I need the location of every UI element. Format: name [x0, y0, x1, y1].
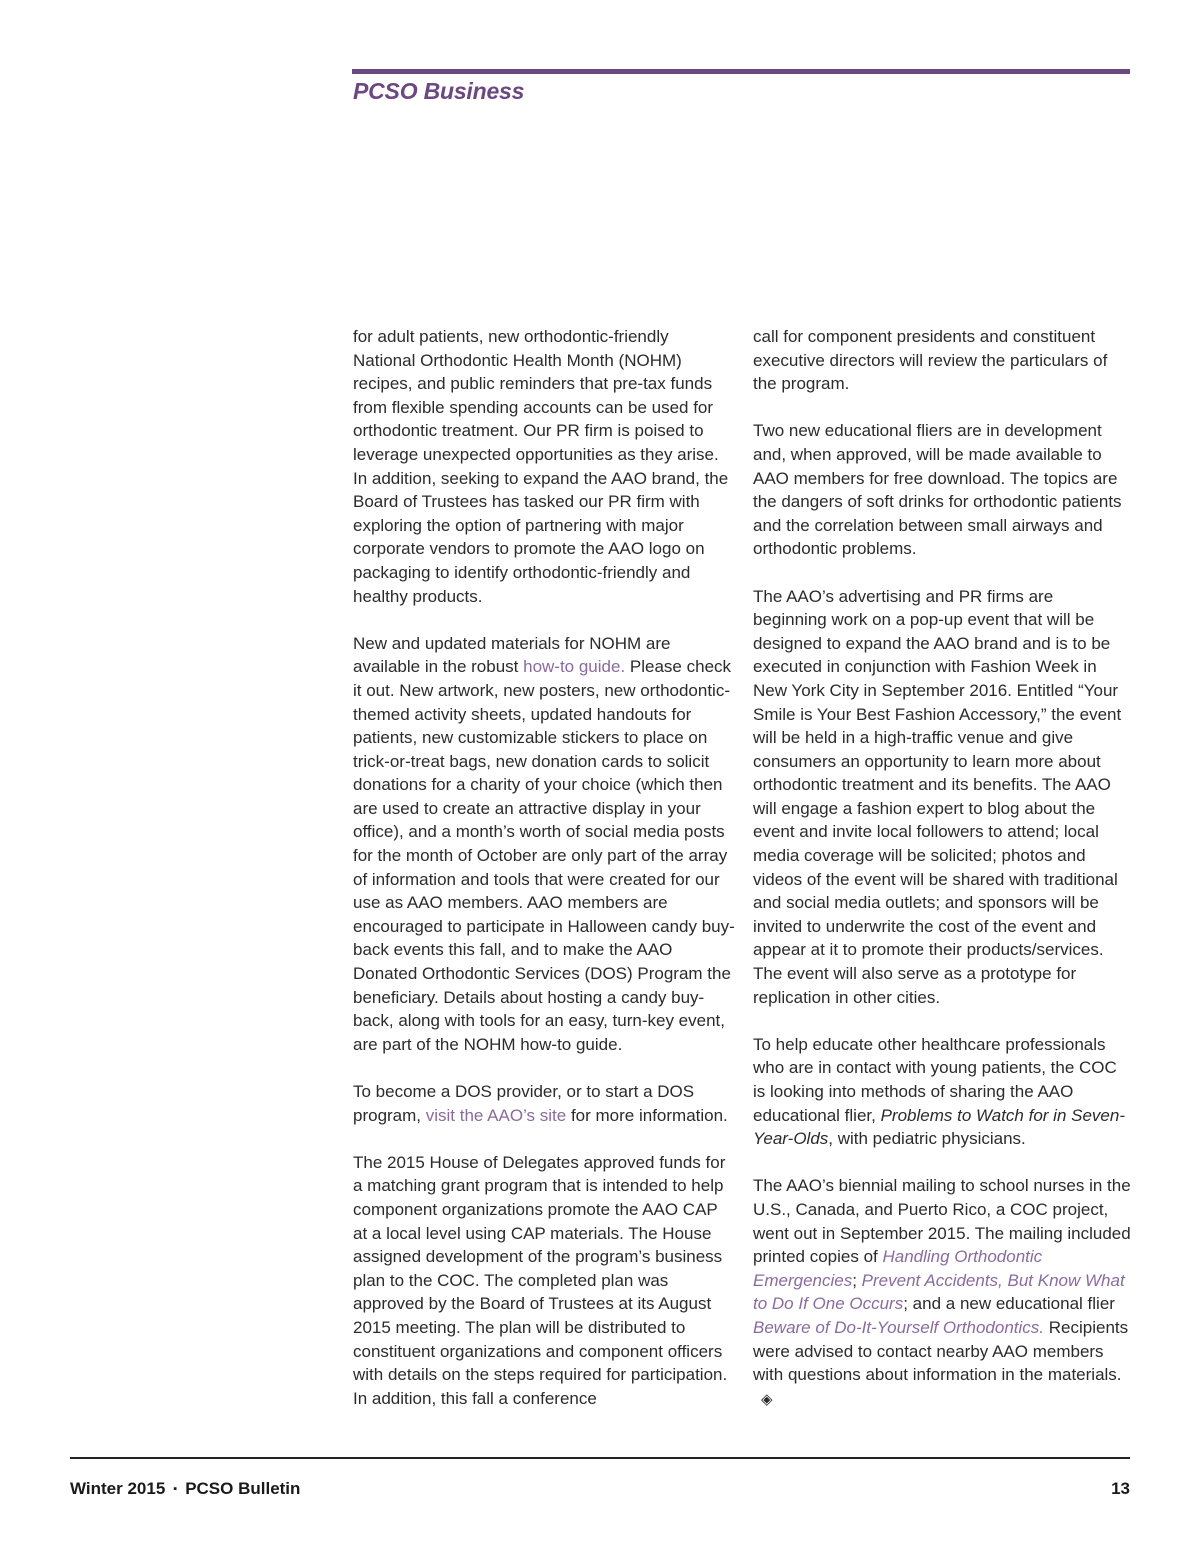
paragraph-text: for more information.: [566, 1105, 728, 1125]
prevent-accidents-link[interactable]: Prevent Accidents, But Know What to Do If One Occurs: [753, 1270, 1125, 1314]
paragraph-text: To help educate other healthcare professionals who are in contact with young patients, the COC is looking into methods of sharing the AAO educational flier,: [753, 1034, 1117, 1125]
paragraph-text: To become a DOS provider, or to start a DOS program,: [353, 1082, 695, 1125]
paragraph-text: The 2015 House of Delegates approved funds for a matching grant program that is intended to help component organizations promote the AAO CAP at a local level using CAP materials. The House assigned development of the program’s business plan to the COC. The completed plan was approved by the Board of Trustees at its August 2015 meeting. The plan will be distributed to constituent organizations and component officers with details on the steps required for participation. In addition, this fall a conference: [353, 1152, 728, 1408]
paragraph-text: New and updated materials for NOHM are available in the robust: [353, 633, 671, 677]
paragraph-text: ; and a new educational flier: [903, 1294, 1115, 1314]
footer-rule: [70, 1457, 1130, 1459]
left-paragraph-3: [353, 1080, 735, 1127]
paragraph-text: for adult patients, new orthodontic-friendly National Orthodontic Health Month (NOHM) recipes, and public reminders that pre-tax funds from flexible spending accounts can be used for orthodontic treatment. Our PR firm is poised to leverage unexpected opportunities as they arise. In addition, seeking to expand the AAO brand, the Board of Trustees has tasked our PR firm with exploring the option of partnering with major corporate vendors to promote the AAO logo on packaging to identify orthodontic-friendly and healthy products.: [353, 327, 729, 606]
footer-issue-line: [70, 1479, 300, 1499]
left-column: [353, 325, 735, 1434]
footer-issue: Winter 2015: [70, 1479, 166, 1498]
header-rule: [352, 69, 1130, 74]
right-paragraph-1: [753, 325, 1131, 396]
end-of-article-icon: ◈: [761, 1390, 773, 1408]
right-paragraph-2: [753, 419, 1131, 561]
paragraph-text: , with pediatric physicians.: [828, 1129, 1026, 1149]
paragraph-text: Please check it out. New artwork, new posters, new orthodontic-themed activity sheets, updated handouts for patients, new customizable stickers to place on trick-or-treat bags, new donation cards to solicit donations for a charity of your choice (which then are used to create an attractive display in your office), and a month’s worth of social media posts for the month of October are only part of the array of information and tools that were created for our use as AAO members. AAO members are encouraged to participate in Halloween candy buy-back events this fall, and to make the AAO Donated Orthodontic Services (DOS) Program the beneficiary. Details about hosting a candy buy-back, along with tools for an easy, turn-key event, are part of the NOHM how-to guide.: [353, 657, 735, 1054]
flier-title: Problems to Watch for in Seven-Year-Olds: [753, 1105, 1125, 1149]
left-paragraph-4: [353, 1151, 735, 1411]
footer-separator: ▪: [173, 1483, 178, 1495]
how-to-guide-link[interactable]: how-to guide.: [523, 657, 626, 677]
paragraph-text: Two new educational fliers are in development and, when approved, will be made available to AAO members for free download. The topics are the dangers of soft drinks for orthodontic patients and the correlation between small airways and orthodontic problems.: [753, 421, 1122, 559]
paragraph-text: The AAO’s biennial mailing to school nurses in the U.S., Canada, and Puerto Rico, a COC project, went out in September 2015. The mailing included printed copies of: [753, 1176, 1131, 1267]
aao-site-link[interactable]: visit the AAO’s site: [425, 1105, 567, 1125]
right-paragraph-5: [753, 1174, 1131, 1411]
paragraph-text: call for component presidents and constituent executive directors will review the particulars of the program.: [753, 327, 1108, 394]
left-paragraph-1: [353, 325, 735, 608]
handling-emergencies-link[interactable]: Handling Orthodontic Emergencies: [753, 1247, 1043, 1290]
footer-publication: PCSO Bulletin: [185, 1479, 301, 1498]
beware-diy-link[interactable]: Beware of Do-It-Yourself Orthodontics.: [753, 1317, 1045, 1337]
page-number: 13: [1111, 1479, 1130, 1498]
paragraph-text: The AAO’s advertising and PR firms are beginning work on a pop-up event that will be designed to expand the AAO brand and is to be executed in conjunction with Fashion Week in New York City in September 2016. Entitled “Your Smile is Your Best Fashion Accessory,” the event will be held in a high-traffic venue and give consumers an opportunity to learn more about orthodontic treatment and its benefits. The AAO will engage a fashion expert to blog about the event and invite local followers to attend; local media coverage will be solicited; photos and videos of the event will be shared with traditional and social media outlets; and sponsors will be invited to underwrite the cost of the event and appear at it to promote their products/services. The event will also serve as a prototype for replication in other cities.: [753, 586, 1122, 1007]
paragraph-text: ;: [852, 1270, 862, 1290]
right-paragraph-3: [753, 585, 1131, 1010]
right-paragraph-4: [753, 1033, 1131, 1151]
paragraph-text: Recipients were advised to contact nearby AAO members with questions about information in the materials.: [753, 1317, 1129, 1385]
right-column: [753, 325, 1131, 1435]
left-paragraph-2: [353, 632, 735, 1057]
section-title: PCSO Business: [353, 78, 525, 104]
